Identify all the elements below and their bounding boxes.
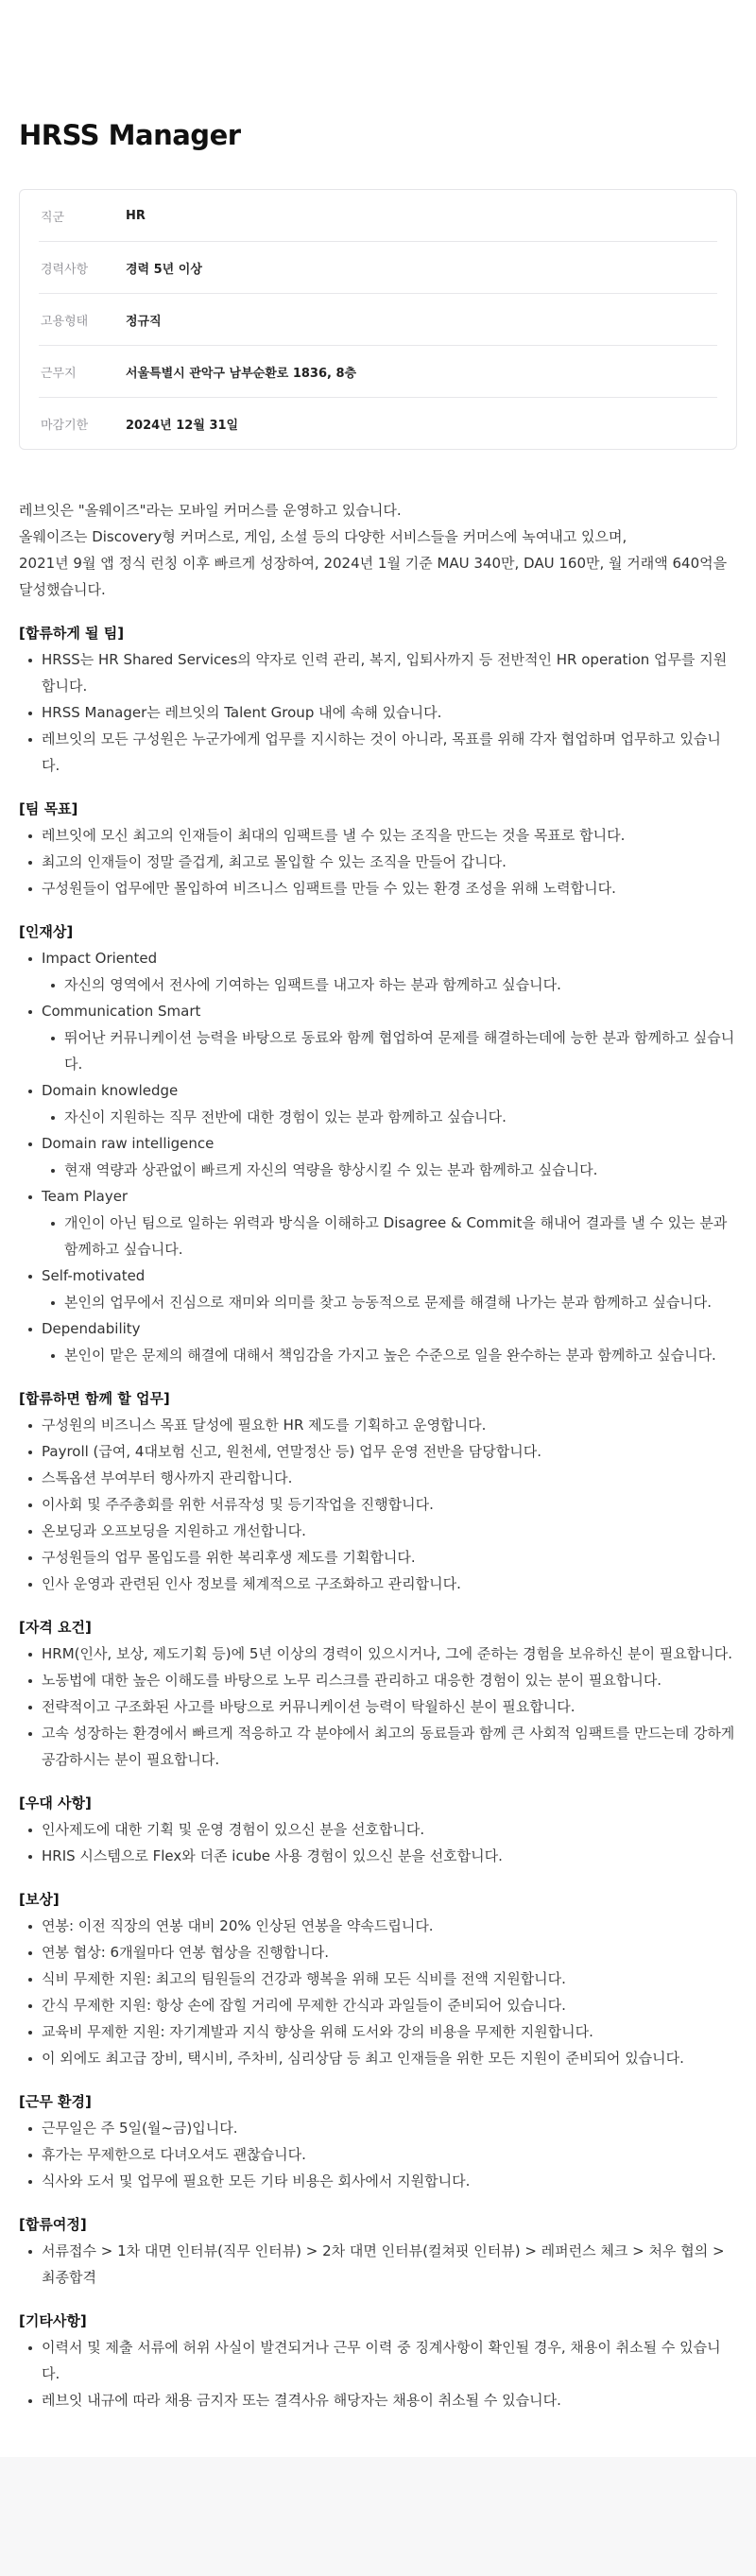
section-title: [팀 목표] [19,800,78,817]
list-item [19,998,737,1077]
info-value: 정규직 [126,314,162,329]
list-item [19,1262,737,1315]
section-process [19,2211,737,2291]
list-item: 인사제도에 대한 기획 및 운영 경험이 있으신 분을 선호합니다. [19,1816,737,1843]
section-title: [합류하면 함께 할 업무] [19,1390,170,1407]
info-label: 직군 [41,210,65,225]
list-item: 연봉: 이전 직장의 연봉 대비 20% 인상된 연봉을 약속드립니다. [19,1913,737,1939]
talent-name: Team Player [42,1188,129,1205]
bullet-list [19,1816,737,1869]
sub-list-item: 뛰어난 커뮤니케이션 능력을 바탕으로 동료와 함께 협업하여 문제를 해결하는데에 능한 분과 함께하고 싶습니다. [42,1024,737,1077]
sub-list [42,1289,737,1315]
list-item: Payroll (급여, 4대보험 신고, 원천세, 연말정산 등) 업무 운영 전반을 담당합니다. [19,1438,737,1465]
list-item: HRM(인사, 보상, 제도기획 등)에 5년 이상의 경력이 있으시거나, 그에 준하는 경험을 보유하신 분이 필요합니다. [19,1640,737,1667]
info-value: 경력 5년 이상 [126,262,202,277]
section-title: [합류하게 될 팀] [19,625,125,642]
sub-list [42,1210,737,1262]
talent-name: Self-motivated [42,1267,146,1284]
section-compensation [19,1886,737,2071]
info-value: 서울특별시 관악구 남부순환로 1836, 8층 [126,366,357,381]
job-description [19,497,737,2413]
bullet-list [19,1640,737,1773]
section-title: [인재상] [19,923,74,940]
list-item [19,1183,737,1262]
info-row-location [39,346,717,398]
sub-list-item: 본인의 업무에서 진심으로 재미와 의미를 찾고 능동적으로 문제를 해결해 나가는 분과 함께하고 싶습니다. [42,1289,737,1315]
list-item: 온보딩과 오프보딩을 지원하고 개선합니다. [19,1518,737,1544]
sub-list [42,1024,737,1077]
list-item: 최고의 인재들이 정말 즐겁게, 최고로 몰입할 수 있는 조직을 만들어 갑니다. [19,849,737,875]
talent-name: Domain knowledge [42,1082,179,1099]
talent-name: Communication Smart [42,1003,201,1020]
list-item: HRSS Manager는 레브잇의 Talent Group 내에 속해 있습니다. [19,699,737,726]
section-preferred [19,1790,737,1869]
talent-name: Domain raw intelligence [42,1135,215,1152]
list-item: HRIS 시스템으로 Flex와 더존 icube 사용 경험이 있으신 분을 선호합니다. [19,1843,737,1869]
section-etc [19,2308,737,2413]
list-item: 근무일은 주 5일(월~금)입니다. [19,2115,737,2141]
section-title: [근무 환경] [19,2093,92,2110]
sub-list [42,971,737,998]
list-item: 연봉 협상: 6개월마다 연봉 협상을 진행합니다. [19,1939,737,1966]
list-item: 간식 무제한 지원: 항상 손에 잡힐 거리에 무제한 간식과 과일들이 준비되어 있습니다. [19,1992,737,2018]
list-item: 서류접수 > 1차 대면 인터뷰(직무 인터뷰) > 2차 대면 인터뷰(컬쳐핏 인터뷰) > 레퍼런스 체크 > 처우 협의 > 최종합격 [19,2238,737,2291]
company-intro [19,497,737,603]
list-item: 이 외에도 최고급 장비, 택시비, 주차비, 심리상담 등 최고 인재들을 위한 모든 지원이 준비되어 있습니다. [19,2045,737,2071]
section-duties [19,1385,737,1597]
section-title: [우대 사항] [19,1795,92,1812]
list-item: 레브잇의 모든 구성원은 누군가에게 업무를 지시하는 것이 아니라, 목표를 위해 각자 협업하며 업무하고 있습니다. [19,726,737,779]
section-title: [기타사항] [19,2312,87,2329]
section-talent [19,919,737,1368]
list-item: 인사 운영과 관련된 인사 정보를 체계적으로 구조화하고 관리합니다. [19,1571,737,1597]
section-environment [19,2088,737,2194]
sub-list-item: 자신의 영역에서 전사에 기여하는 임팩트를 내고자 하는 분과 함께하고 싶습니다. [42,971,737,998]
info-label: 경력사항 [41,262,89,277]
info-row-deadline [39,398,717,449]
list-item [19,1130,737,1183]
bullet-list [19,1412,737,1597]
talent-name: Impact Oriented [42,950,158,967]
info-row-category [39,190,717,242]
sub-list-item: 자신이 지원하는 직무 전반에 대한 경험이 있는 분과 함께하고 싶습니다. [42,1104,737,1130]
info-row-experience [39,242,717,294]
job-info-card [19,189,737,450]
bullet-list [19,945,737,1368]
list-item: HRSS는 HR Shared Services의 약자로 인력 관리, 복지, 입퇴사까지 등 전반적인 HR operation 업무를 지원합니다. [19,646,737,699]
sub-list [42,1342,737,1368]
sub-list-item: 현재 역량과 상관없이 빠르게 자신의 역량을 향상시킬 수 있는 분과 함께하고 싶습니다. [42,1157,737,1183]
info-value: HR [126,208,146,223]
sub-list-item: 본인이 맡은 문제의 해결에 대해서 책임감을 가지고 높은 수준으로 일을 완수하는 분과 함께하고 싶습니다. [42,1342,737,1368]
list-item: 전략적이고 구조화된 사고를 바탕으로 커뮤니케이션 능력이 탁월하신 분이 필요합니다. [19,1693,737,1720]
list-item [19,945,737,998]
list-item: 고속 성장하는 환경에서 빠르게 적응하고 각 분야에서 최고의 동료들과 함께 큰 사회적 임팩트를 만드는데 강하게 공감하시는 분이 필요합니다. [19,1720,737,1773]
page-title: HRSS Manager [19,119,241,151]
info-row-employment-type [39,294,717,346]
list-item [19,1077,737,1130]
section-title: [자격 요건] [19,1619,92,1636]
talent-name: Dependability [42,1320,141,1337]
intro-line: 레브잇은 "올웨이즈"라는 모바일 커머스를 운영하고 있습니다. [19,502,402,519]
info-label: 근무지 [41,366,77,381]
list-item: 교육비 무제한 지원: 자기계발과 지식 향상을 위해 도서와 강의 비용을 무제한 지원합니다. [19,2018,737,2045]
section-title: [합류여정] [19,2216,87,2233]
sub-list-item: 개인이 아닌 팀으로 일하는 위력과 방식을 이해하고 Disagree & Commit을 해내어 결과를 낼 수 있는 분과 함께하고 싶습니다. [42,1210,737,1262]
info-value: 2024년 12월 31일 [126,418,239,433]
list-item: 식비 무제한 지원: 최고의 팀원들의 건강과 행복을 위해 모든 식비를 전액 지원합니다. [19,1966,737,1992]
list-item: 이력서 및 제출 서류에 허위 사실이 발견되거나 근무 이력 중 징계사항이 확인될 경우, 채용이 취소될 수 있습니다. [19,2334,737,2387]
list-item: 노동법에 대한 높은 이해도를 바탕으로 노무 리스크를 관리하고 대응한 경험이 있는 분이 필요합니다. [19,1667,737,1693]
info-label: 고용형태 [41,314,89,329]
section-requirements [19,1614,737,1773]
list-item: 이사회 및 주주총회를 위한 서류작성 및 등기작업을 진행합니다. [19,1491,737,1518]
sub-list [42,1157,737,1183]
bullet-list [19,2115,737,2194]
bullet-list [19,2334,737,2413]
list-item [19,1315,737,1368]
bullet-list [19,1913,737,2071]
section-title: [보상] [19,1891,60,1908]
bullet-list [19,822,737,902]
intro-line: 올웨이즈는 Discovery형 커머스로, 게임, 소셜 등의 다양한 서비스들을 커머스에 녹여내고 있으며, [19,528,627,545]
sub-list [42,1104,737,1130]
intro-line: 2021년 9월 앱 정식 런칭 이후 빠르게 성장하여, 2024년 1월 기준 MAU 340만, DAU 160만, 월 거래액 640억을 달성했습니다. [19,555,728,598]
list-item: 휴가는 무제한으로 다녀오셔도 괜찮습니다. [19,2141,737,2168]
list-item: 스톡옵션 부여부터 행사까지 관리합니다. [19,1465,737,1491]
bullet-list [19,2238,737,2291]
section-goals [19,796,737,902]
section-team [19,620,737,779]
list-item: 구성원들이 업무에만 몰입하여 비즈니스 임팩트를 만들 수 있는 환경 조성을 위해 노력합니다. [19,875,737,902]
list-item: 레브잇 내규에 따라 채용 금지자 또는 결격사유 해당자는 채용이 취소될 수 있습니다. [19,2387,737,2413]
list-item: 레브잇에 모신 최고의 인재들이 최대의 임팩트를 낼 수 있는 조직을 만드는 것을 목표로 합니다. [19,822,737,849]
list-item: 구성원의 비즈니스 목표 달성에 필요한 HR 제도를 기획하고 운영합니다. [19,1412,737,1438]
list-item: 구성원들의 업무 몰입도를 위한 복리후생 제도를 기획합니다. [19,1544,737,1571]
list-item: 식사와 도서 및 업무에 필요한 모든 기타 비용은 회사에서 지원합니다. [19,2168,737,2194]
info-label: 마감기한 [41,418,89,433]
bullet-list [19,646,737,779]
